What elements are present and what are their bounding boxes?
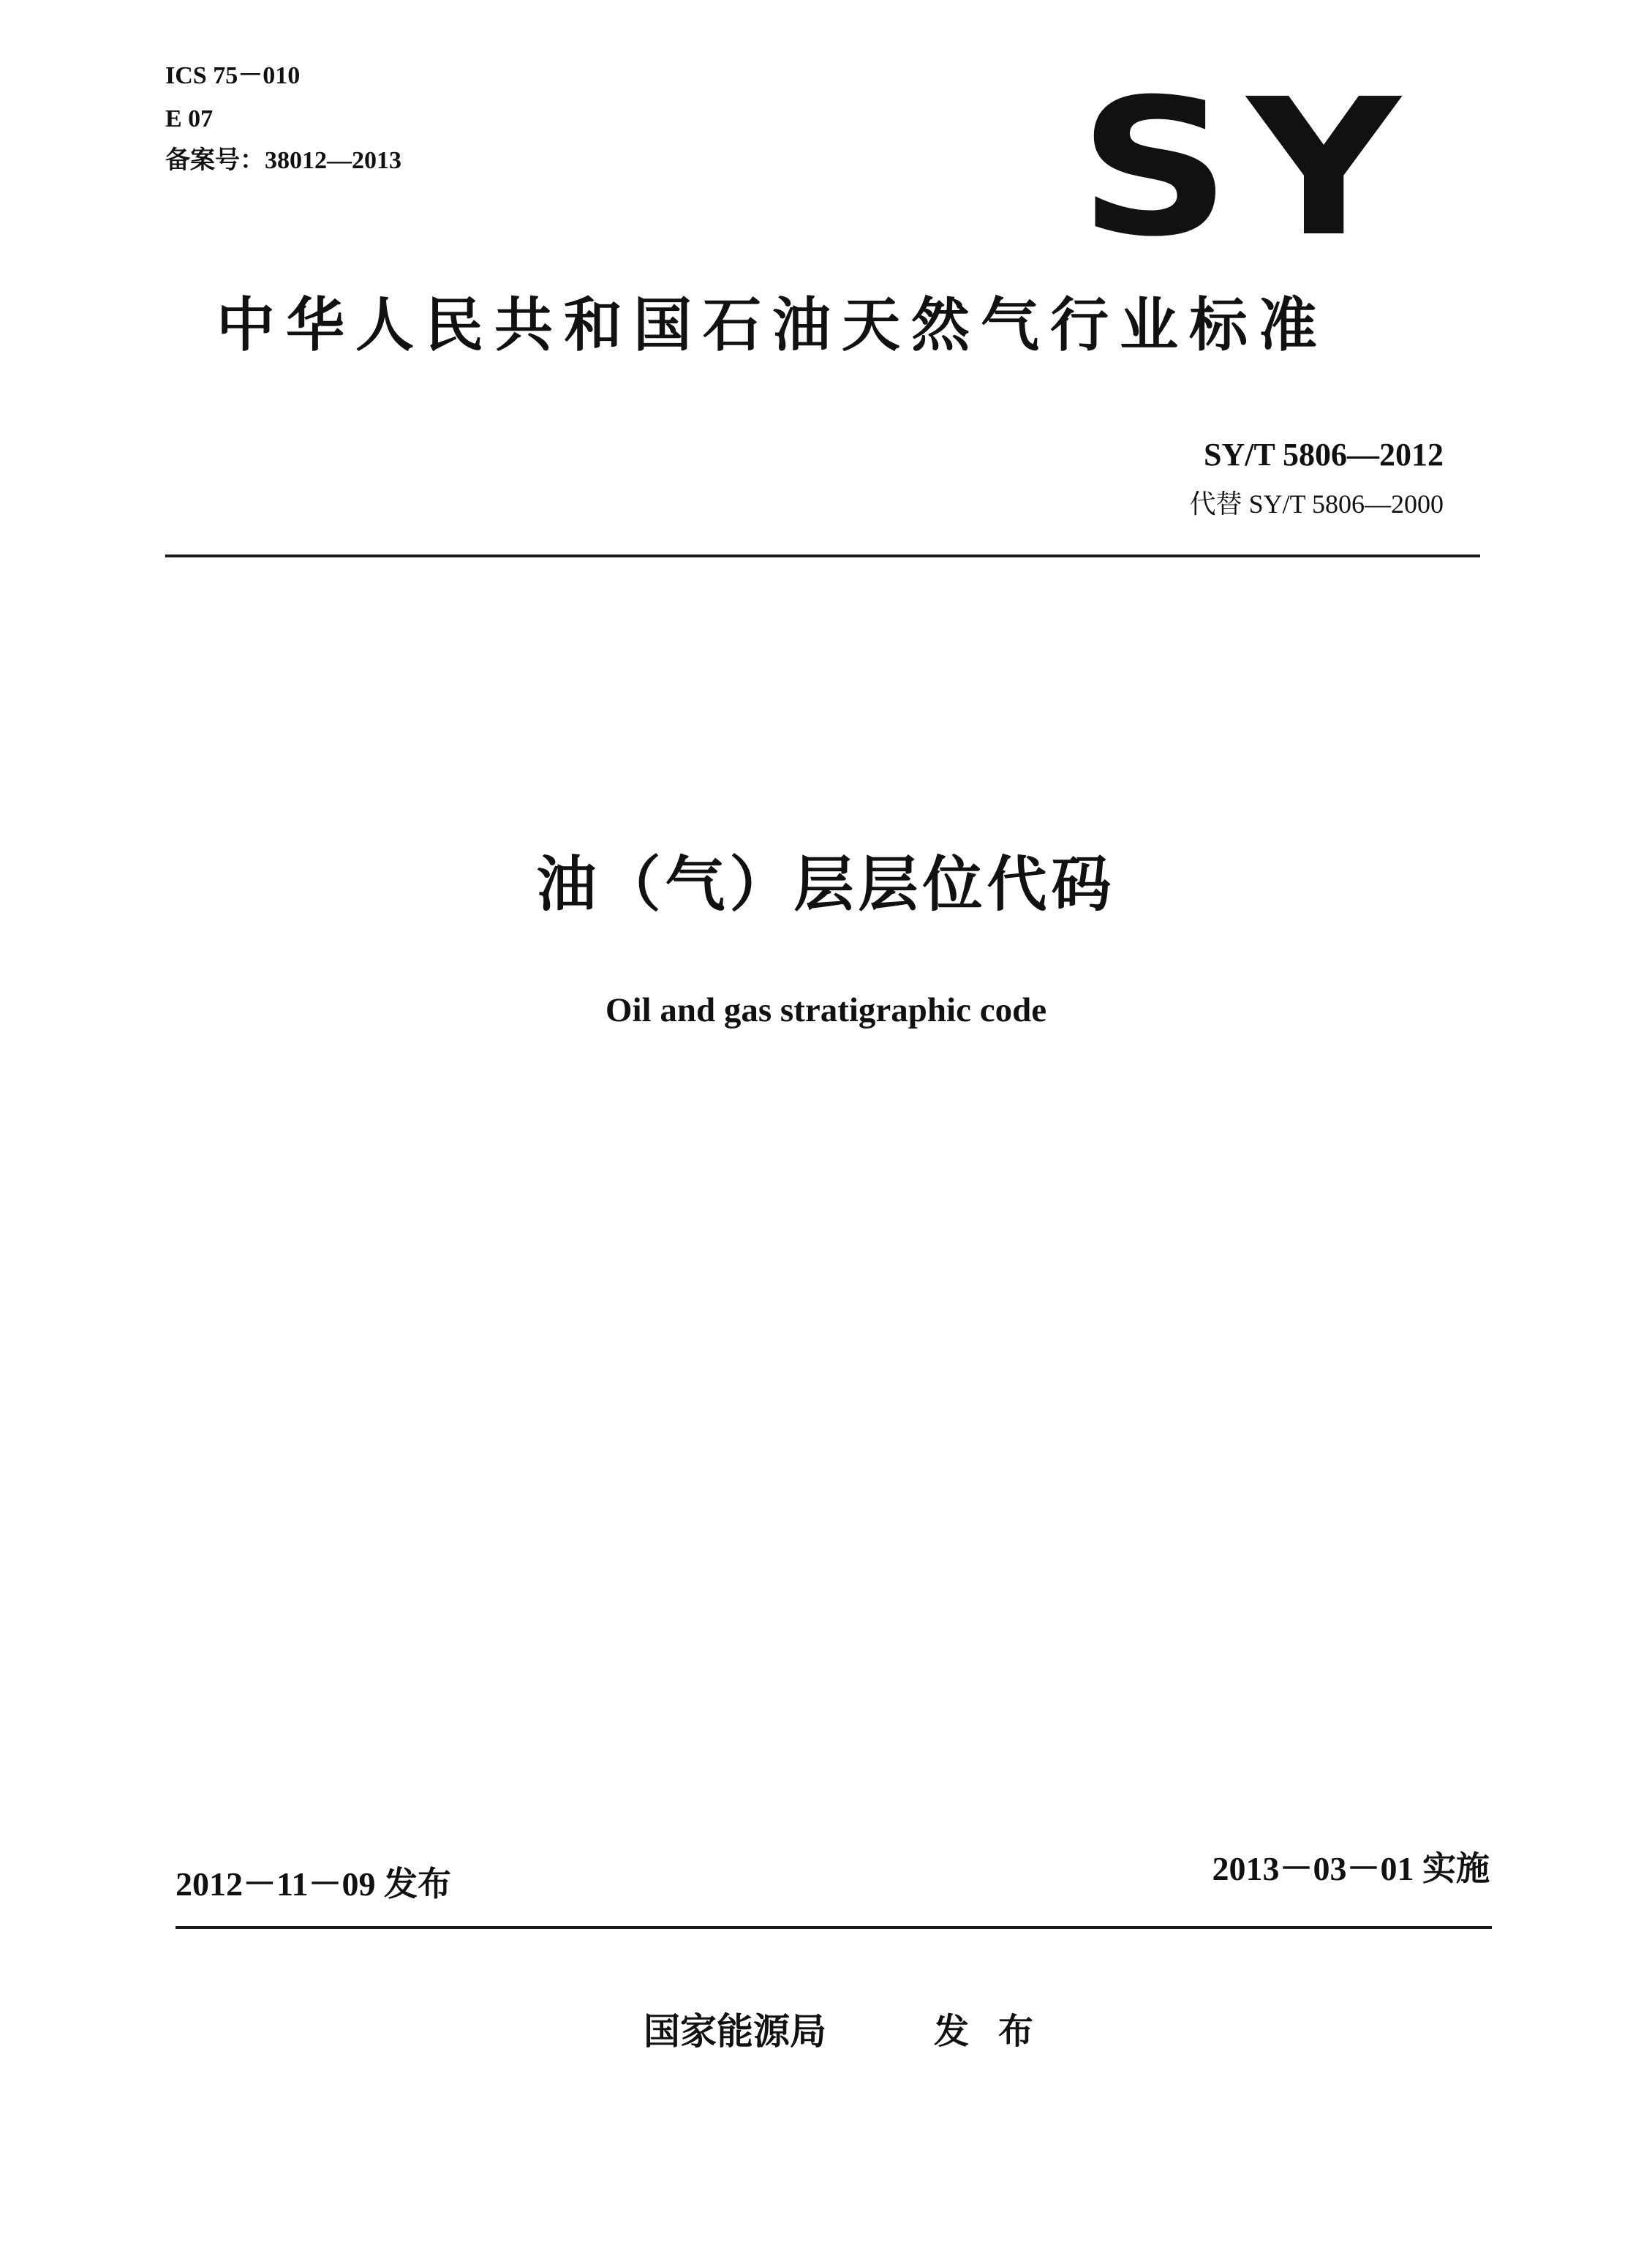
- replaces-standard: 代替 SY/T 5806—2000: [1189, 489, 1444, 519]
- classification-code: E 07: [165, 105, 214, 132]
- ics-code: ICS 75－010: [165, 62, 301, 89]
- issue-date: 2012－11－09 发布: [176, 1865, 451, 1903]
- document-title-zh: 油（气）层层位代码: [536, 850, 1116, 920]
- bottom-divider: [176, 1926, 1492, 1929]
- effective-date: 2013－03－01 实施: [1212, 1850, 1490, 1887]
- standard-number: SY/T 5806—2012: [1203, 437, 1444, 473]
- organization-title: 中华人民共和国石油天然气行业标准: [216, 291, 1328, 359]
- document-title-en: Oil and gas stratigraphic code: [605, 991, 1047, 1029]
- top-divider: [165, 554, 1480, 557]
- issue-label: 发布: [934, 2011, 1063, 2052]
- record-number: 备案号：38012—2013: [165, 147, 401, 174]
- sy-logo: SY: [1079, 59, 1417, 278]
- issuing-authority: 国家能源局: [644, 2010, 826, 2053]
